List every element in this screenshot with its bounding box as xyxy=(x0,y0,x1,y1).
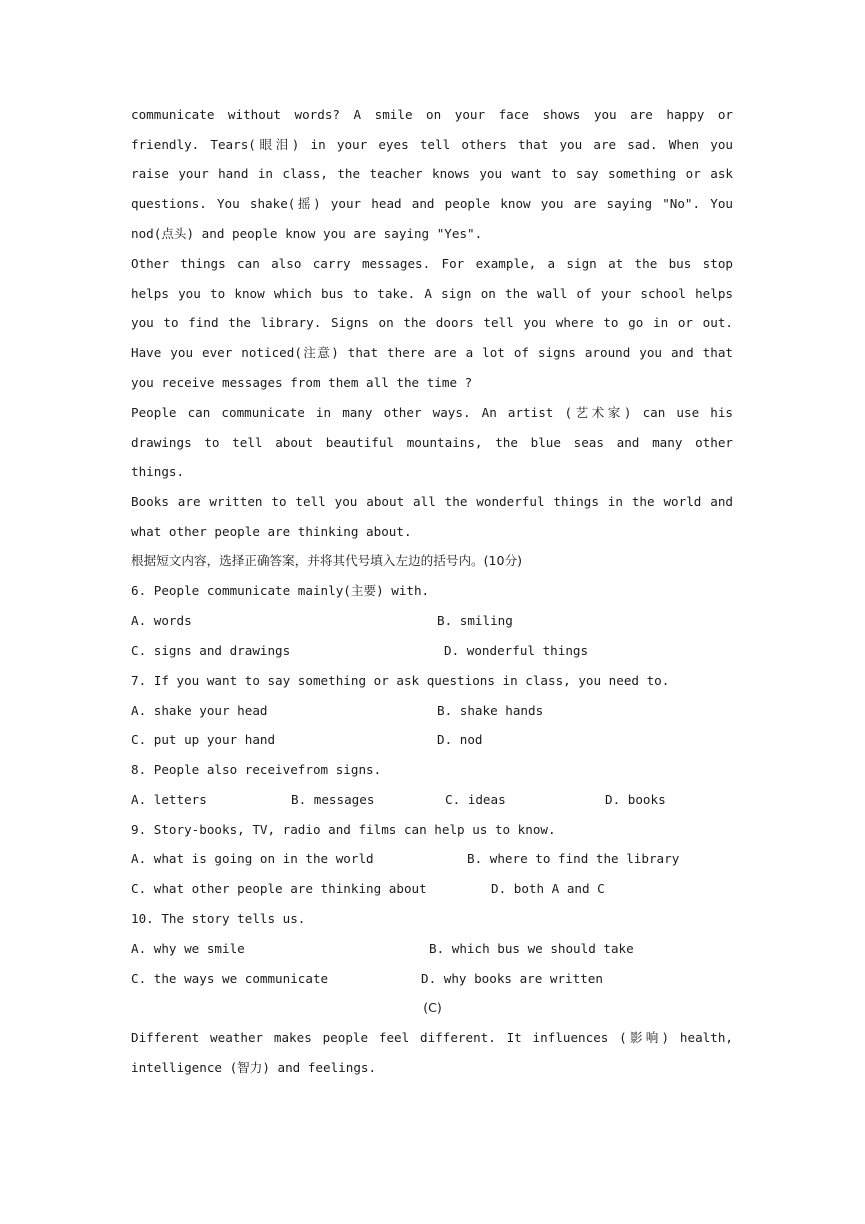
passage-line: Have you ever noticed(注意) that there are a lot of signs around you and that xyxy=(131,345,733,360)
question-stem: 7. If you want to say something or ask questions in class, you need to. xyxy=(131,673,670,688)
option-b: B. where to find the library xyxy=(467,851,680,866)
passage-line: People can communicate in many other ways. An artist (艺术家) can use his xyxy=(131,405,733,420)
passage-line: raise your hand in class, the teacher knows you want to say something or ask xyxy=(131,166,733,181)
question-stem: 9. Story-books, TV, radio and films can help us to know. xyxy=(131,822,556,837)
option-c: C. put up your hand xyxy=(131,732,276,747)
passage-line: communicate without words? A smile on your face shows you are happy or xyxy=(131,107,733,122)
question-stem: 8. People also receivefrom signs. xyxy=(131,762,382,777)
option-d: D. both A and C xyxy=(491,881,605,896)
option-d: D. wonderful things xyxy=(444,643,589,658)
passage-line: what other people are thinking about. xyxy=(131,524,412,539)
option-b: B. which bus we should take xyxy=(429,941,634,956)
passage-line: nod(点头) and people know you are saying "Yes". xyxy=(131,226,483,241)
passage-line: Other things can also carry messages. For example, a sign at the bus stop xyxy=(131,256,733,271)
passage-line: drawings to tell about beautiful mountains, the blue seas and many other xyxy=(131,435,733,450)
option-d: D. why books are written xyxy=(421,971,603,986)
option-a: A. words xyxy=(131,613,192,628)
passage-line: Different weather makes people feel different. It influences (影响) health, xyxy=(131,1030,733,1045)
option-c: C. signs and drawings xyxy=(131,643,291,658)
question-stem: 6. People communicate mainly(主要) with. xyxy=(131,583,430,598)
passage-line: things. xyxy=(131,464,185,479)
option-c: C. ideas xyxy=(445,792,506,807)
passage-line: questions. You shake(摇) your head and people know you are saying "No". You xyxy=(131,196,733,211)
passage-line: intelligence (智力) and feelings. xyxy=(131,1060,377,1075)
option-c: C. the ways we communicate xyxy=(131,971,329,986)
option-a: A. why we smile xyxy=(131,941,245,956)
option-d: D. nod xyxy=(437,732,483,747)
option-b: B. shake hands xyxy=(437,703,544,718)
option-b: B. messages xyxy=(291,792,375,807)
question-instruction: 根据短文内容，选择正确答案，并将其代号填入左边的括号内。(10分) xyxy=(131,553,523,568)
option-b: B. smiling xyxy=(437,613,513,628)
option-a: A. shake your head xyxy=(131,703,268,718)
section-heading: (C) xyxy=(423,1000,442,1015)
option-a: A. what is going on in the world xyxy=(131,851,374,866)
passage-line: Books are written to tell you about all the wonderful things in the world and xyxy=(131,494,733,509)
question-stem: 10. The story tells us. xyxy=(131,911,306,926)
passage-line: helps you to know which bus to take. A sign on the wall of your school helps xyxy=(131,286,733,301)
passage-line: friendly. Tears(眼泪) in your eyes tell others that you are sad. When you xyxy=(131,137,733,152)
option-d: D. books xyxy=(605,792,666,807)
option-a: A. letters xyxy=(131,792,207,807)
option-c: C. what other people are thinking about xyxy=(131,881,427,896)
passage-line: you to find the library. Signs on the doors tell you where to go in or out. xyxy=(131,315,733,330)
passage-line: you receive messages from them all the time ? xyxy=(131,375,473,390)
